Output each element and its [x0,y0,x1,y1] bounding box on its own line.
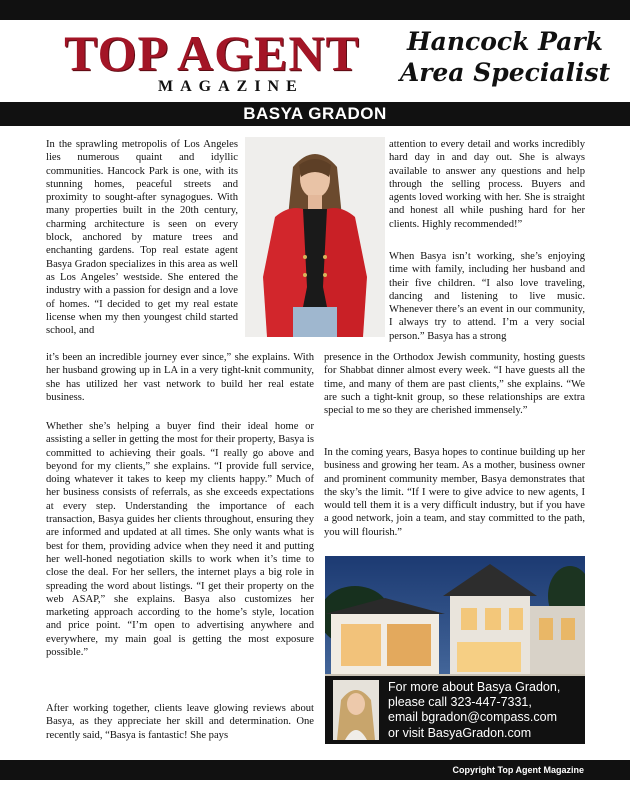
magazine-logo [62,25,362,98]
contact-line-4: or visit BasyaGradon.com [388,725,532,740]
tagline-line1: Hancock Park [407,27,603,56]
article-col1-p1-cont: it’s been an incredible journey ever since,” she explains. With her husband growing up in LA in a very tight-knit community, she has utilized her vast network to build her real estate business. [46,352,314,403]
masthead [0,20,630,100]
article-col2-p3: In the coming years, Basya hopes to continue building up her business and growing her team. As a mother, business owner and prominent community member, Basya demonstrates that the sky’s the limit. “If I were to give advice to new agents, I would tell them it is a very difficult industry, but if you have a good network, join a team, and stay committed to the path, you will flourish.” [324,447,585,538]
article-col1-p1: In the sprawling metropolis of Los Angeles lies numerous quaint and idyllic communities. Hancock Park is one, with its stunning homes, peaceful streets and proximity to sought-after synagogues. With many properties built in the 20th century, charming architecture is seen on every block, anchored by mature trees and enchanting gardens. Top real estate agent Basya Gradon specializes in this area as well as Los Angeles’ westside. She entered the industry with a passion for design and a love of homes. “I decided to get my real estate license when my then youngest child started school, and [46,139,238,337]
top-bar [0,0,630,20]
article-col1-p2: Whether she’s helping a buyer find their ideal home or assisting a seller in getting the most for their property, Basya is committed to achieving their goals. “I really go above and beyond for my clients,” she explains. “I provide full service, doing whatever it takes to keep my clients happy.” Much of her business consists of referrals, as she exceeds expectations at every step. Understanding the importance of each transaction, Basya guides her clients throughout, ensuring they are informed and updated at all times. She only wants what is best for them, providing advice when they need it and putting her well-honed negotiation skills to work when it’s time to close the deal. For her sellers, the internet plays a big role in spreading the word about listings. “I get their property on the web ASAP,” she explains. Basya also customizes her marketing approach according to the home’s style, location and price point. “I’m open to advertising anywhere and everywhere, my main goal is getting the most exposure possible.” [46,421,314,659]
copyright: Copyright Top Agent Magazine [452,765,584,775]
article-col2-p1: attention to every detail and works incredibly hard day in and day out. She is always available to answer any questions and help through the selling process. Buyers and agents loved working with her. She is straight and honest all while pushing hard for her clients. Highly recommended!” [389,139,585,230]
tagline [390,26,620,88]
tagline-line2: Area Specialist [399,58,611,87]
article-col1-p3: After working together, clients leave glowing reviews about Basya, as they appreciate her skill and determination. One recently said, “Basya is fantastic! She pays [46,703,314,741]
article-col2-p2-cont: presence in the Orthodox Jewish community, hosting guests for Shabbat dinner almost every week. “I have guests all the time, and many of them are past clients,” she explains. “We are such a tight-knit group, so these relationships are extra special to me so they are cherished immensely.” [324,352,585,417]
logo-subtitle: MAGAZINE [158,78,304,95]
agent-name: BASYA GRADON [243,104,387,123]
contact-line-2: please call 323-447-7331, [388,695,532,710]
logo-title: TOP AGENT [64,25,360,81]
contact-line-1: For more about Basya Gradon, [388,680,561,694]
agent-portrait-photo [245,137,385,337]
agent-portrait-illustration [245,137,385,337]
footer-bar [0,760,630,780]
avatar-illustration [333,680,379,740]
contact-info [388,680,583,741]
article-col2-p2: When Basya isn’t working, she’s enjoying time with family, including her husband and their five children. “I also love traveling, dancing and listening to live music. Whenever there’s an event in our community, I always try to attend. I’m a very social person.” Basya has a strong [389,251,585,342]
contact-line-3: email bgradon@compass.com [388,710,558,725]
agent-name-bar [0,102,630,126]
contact-avatar [333,680,379,740]
